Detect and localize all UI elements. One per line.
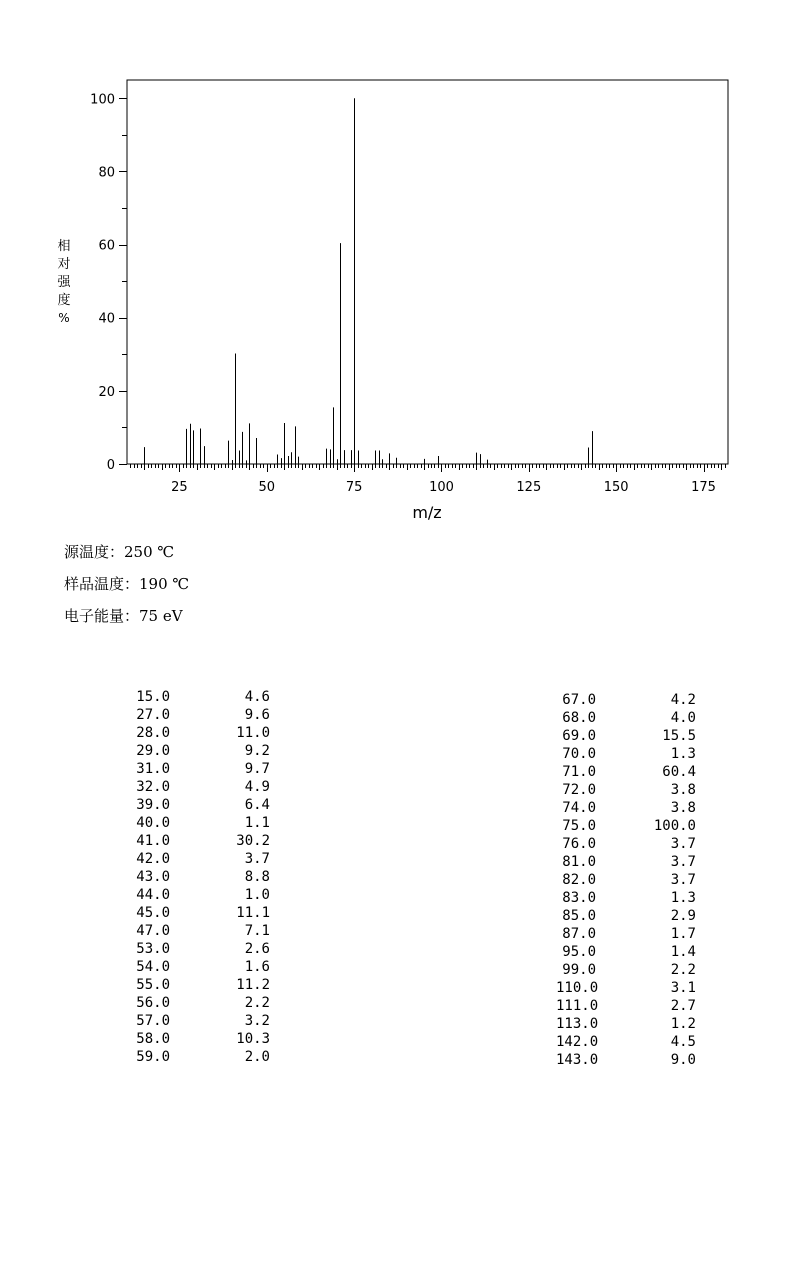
peak-table-row [556, 781, 696, 799]
peak-intensity: 7.1 [244, 923, 270, 939]
peak-intensity: 9.6 [244, 707, 270, 723]
peak-mz: 74.0 [562, 800, 596, 816]
peak-table-row [130, 832, 270, 850]
peak-intensity: 60.4 [662, 764, 696, 780]
peak-mz: 70.0 [562, 746, 596, 762]
peak-intensity: 11.1 [236, 905, 270, 921]
x-tick-label: 25 [171, 480, 188, 495]
peak-table-row [130, 796, 270, 814]
peak-table-row [556, 727, 696, 745]
peak-table-row [556, 871, 696, 889]
peak-intensity: 6.4 [244, 797, 270, 813]
peak-mz: 111.0 [556, 998, 599, 1014]
peak-table-row [556, 817, 696, 835]
peak-table-row [130, 778, 270, 796]
x-tick-label: 75 [345, 480, 363, 495]
peak-mz: 71.0 [562, 764, 596, 780]
peak-intensity: 1.6 [244, 959, 270, 975]
peak-intensity: 2.7 [670, 998, 696, 1014]
peak-mz: 15.0 [136, 689, 170, 705]
peak-intensity: 3.7 [670, 872, 696, 888]
peak-mz: 45.0 [136, 905, 170, 921]
y-tick-label: 80 [98, 165, 115, 181]
peak-mz: 87.0 [562, 926, 596, 942]
peak-table-row [556, 835, 696, 853]
peak-table-row [130, 1030, 270, 1048]
peak-table-row [556, 961, 696, 979]
peak-table-row [556, 889, 696, 907]
peak-table-row [130, 760, 270, 778]
peak-mz: 76.0 [562, 836, 596, 852]
peak-table-row [130, 940, 270, 958]
y-tick-label: 100 [90, 92, 115, 108]
peak-table-row [130, 850, 270, 868]
condition-value: 75 eV [139, 607, 183, 625]
condition-electron-energy [64, 605, 183, 626]
peak-intensity: 3.7 [670, 854, 696, 870]
condition-label: 电子能量： [64, 607, 140, 625]
peak-mz: 41.0 [136, 833, 170, 849]
peak-table-row [130, 814, 270, 832]
peak-intensity: 11.0 [236, 725, 270, 741]
peak-intensity: 1.3 [670, 746, 696, 762]
peak-intensity: 15.5 [662, 728, 696, 744]
peak-intensity: 4.2 [670, 692, 696, 708]
condition-label: 源温度： [64, 543, 125, 561]
peak-mz: 59.0 [136, 1049, 170, 1065]
peak-mz: 85.0 [562, 908, 596, 924]
peak-intensity: 100.0 [653, 818, 696, 834]
peak-table-row [130, 922, 270, 940]
peak-mz: 75.0 [562, 818, 596, 834]
peak-table-row [130, 958, 270, 976]
peak-table-left [130, 688, 270, 1066]
peak-intensity: 9.7 [244, 761, 270, 777]
peak-table-row [130, 886, 270, 904]
peak-intensity: 4.9 [244, 779, 270, 795]
peak-intensity: 8.8 [244, 869, 270, 885]
peak-intensity: 3.8 [670, 800, 696, 816]
peak-table-row [556, 709, 696, 727]
peak-mz: 69.0 [562, 728, 596, 744]
x-tick-label: 125 [516, 480, 542, 495]
peak-intensity: 4.0 [670, 710, 696, 726]
peak-intensity: 2.6 [244, 941, 270, 957]
peak-table-row [556, 943, 696, 961]
peak-mz: 83.0 [562, 890, 596, 906]
x-tick-label: 50 [258, 480, 276, 495]
peak-intensity: 9.2 [244, 743, 270, 759]
peak-mz: 72.0 [562, 782, 596, 798]
y-tick-label: 0 [106, 458, 115, 473]
peak-mz: 143.0 [556, 1052, 599, 1068]
peak-intensity: 1.2 [670, 1016, 696, 1032]
peak-intensity: 9.0 [670, 1052, 696, 1068]
peak-table-row [130, 904, 270, 922]
peak-mz: 55.0 [136, 977, 170, 993]
peak-mz: 29.0 [136, 743, 170, 759]
peak-mz: 113.0 [556, 1016, 599, 1032]
peak-mz: 57.0 [136, 1013, 170, 1029]
peak-table-row [556, 745, 696, 763]
peak-mz: 95.0 [562, 944, 596, 960]
peak-table-row [556, 907, 696, 925]
peak-table-row [556, 763, 696, 781]
peak-intensity: 2.2 [670, 962, 696, 978]
peak-mz: 43.0 [136, 869, 170, 885]
y-tick-label: 60 [98, 238, 115, 254]
peak-intensity: 2.0 [244, 1049, 270, 1065]
peak-table-row [130, 688, 270, 706]
peak-intensity: 3.2 [244, 1013, 270, 1029]
peak-mz: 99.0 [562, 962, 596, 978]
peak-intensity: 3.7 [244, 851, 270, 867]
peak-table-row [556, 853, 696, 871]
y-tick-label: 40 [98, 311, 115, 327]
condition-sample-temp [64, 573, 189, 594]
peak-intensity: 1.7 [670, 926, 696, 942]
condition-value: 250 ℃ [124, 543, 175, 561]
peak-intensity: 4.6 [244, 689, 270, 705]
peak-intensity: 3.1 [670, 980, 696, 996]
peak-intensity: 1.4 [670, 944, 696, 960]
peak-mz: 44.0 [136, 887, 170, 903]
y-tick-label: 20 [98, 384, 115, 400]
peak-mz: 27.0 [136, 707, 170, 723]
peak-intensity: 2.9 [670, 908, 696, 924]
peak-table-row [130, 868, 270, 886]
y-axis-label: 相对强度% [57, 239, 71, 325]
x-tick-label: 100 [429, 480, 454, 495]
peak-intensity: 11.2 [236, 977, 270, 993]
peak-mz: 58.0 [136, 1031, 170, 1047]
peak-mz: 82.0 [562, 872, 596, 888]
peak-intensity: 1.0 [244, 887, 270, 903]
peaks-layer [145, 98, 593, 464]
peak-table-row [556, 925, 696, 943]
y-axis [90, 92, 127, 473]
x-axis-label: m/z [412, 503, 442, 522]
peak-mz: 32.0 [136, 779, 170, 795]
peak-intensity: 1.1 [244, 815, 270, 831]
peak-intensity: 2.2 [244, 995, 270, 1011]
peak-table-row [556, 1033, 696, 1051]
condition-label: 样品温度： [64, 575, 140, 593]
peak-intensity: 3.8 [670, 782, 696, 798]
peak-mz: 28.0 [136, 725, 170, 741]
peak-table-row [556, 799, 696, 817]
peak-mz: 81.0 [562, 854, 596, 870]
x-axis [131, 464, 726, 495]
peak-table-row [556, 691, 696, 709]
peak-table-row [556, 979, 696, 997]
peak-mz: 31.0 [136, 761, 170, 777]
peak-mz: 110.0 [556, 980, 599, 996]
peak-mz: 53.0 [136, 941, 170, 957]
peak-table-row [130, 1012, 270, 1030]
peak-mz: 56.0 [136, 995, 170, 1011]
peak-intensity: 3.7 [670, 836, 696, 852]
peak-mz: 142.0 [556, 1034, 599, 1050]
peak-intensity: 1.3 [670, 890, 696, 906]
peak-mz: 40.0 [136, 815, 170, 831]
peak-mz: 67.0 [562, 692, 596, 708]
plot-frame [127, 80, 728, 464]
condition-value: 190 ℃ [139, 575, 190, 593]
x-tick-label: 175 [691, 480, 716, 495]
peak-intensity: 10.3 [236, 1031, 270, 1047]
peak-table-row [556, 997, 696, 1015]
peak-mz: 68.0 [562, 710, 596, 726]
peak-table-row [130, 994, 270, 1012]
peak-table-row [556, 1051, 696, 1069]
mass-spectrum-chart [0, 0, 794, 530]
peak-intensity: 4.5 [670, 1034, 696, 1050]
peak-table-row [130, 742, 270, 760]
peak-table-row [130, 1048, 270, 1066]
peak-mz: 42.0 [136, 851, 170, 867]
peak-intensity: 30.2 [236, 833, 270, 849]
peak-mz: 54.0 [136, 959, 170, 975]
condition-source-temp [64, 541, 174, 562]
peak-table-right [556, 691, 696, 1069]
peak-table-row [556, 1015, 696, 1033]
peak-table-row [130, 706, 270, 724]
peak-mz: 39.0 [136, 797, 170, 813]
x-tick-label: 150 [603, 480, 629, 495]
peak-table-row [130, 976, 270, 994]
peak-mz: 47.0 [136, 923, 170, 939]
peak-table-row [130, 724, 270, 742]
